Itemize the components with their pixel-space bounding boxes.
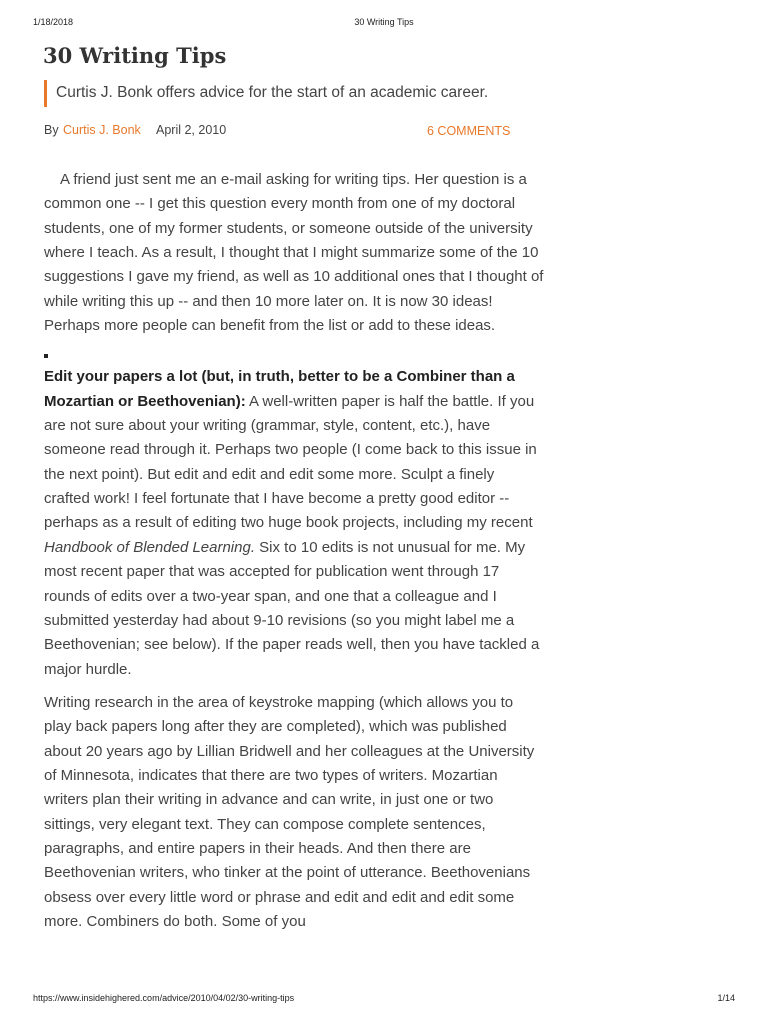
page-number: 1/14 [717,993,735,1003]
keystroke-paragraph: Writing research in the area of keystroke mapping (which allows you to play back papers long after they are completed), which was published about 20 years ago by Lillian Bridwell and her colleagues at the University of Minnesota, indicates that there are two types of writers. Mozartian writers plan their writing in advance and can write, in just one or two sittings, very elegant text. They can compose complete sentences, paragraphs, and entire papers in their heads. And then there are Beethovenian writers, who tinker at the point of utterance. Beethovenians obsess over every little word or phrase and edit and edit and edit some more. Combiners do both. Some of you [44,693,535,930]
print-date: 1/18/2018 [33,17,74,27]
print-footer [33,993,735,1007]
tip-1-text-a: A well-written paper is half the battle. If you are not sure about your writing (grammar, style, content, etc.), have someone read through it. Perhaps two people (I come back to this issue in the next point). But edit and edit and edit some more. Sculpt a finely crafted work! I feel fortunate that I have become a pretty good editor -- perhaps as a result of editing two huge book projects, including my recent [44,392,537,532]
tip-1-text-b: Six to 10 edits is not unusual for me. My most recent paper that was accepted for publication went through 17 rounds of edits over a two-year span, and one that a colleague and I submitted yesterday had about 9-10 revisions (so you might label me a Beethovenian; see below). If the paper reads well, then you have tackled a major hurdle. [44,538,540,678]
intro-paragraph: A friend just sent me an e-mail asking for writing tips. Her question is a common one -- I get this question every month from one of my doctoral students, one of my former students, or someone outside of the university where I teach. As a result, I thought that I might summarize some of the 10 suggestions I gave my friend, as well as 10 additional ones that I thought of while writing this up -- and then 10 more later on. It is now 30 ideas! Perhaps more people can benefit from the list or add to these ideas. [44,171,544,335]
tip-1-paragraph [44,365,544,681]
comments-link[interactable]: 6 COMMENTS [427,124,511,138]
publish-date: April 2, 2010 [156,123,227,137]
author-link[interactable]: Curtis J. Bonk [63,123,141,137]
article-subtitle: Curtis J. Bonk offers advice for the start of an academic career. [44,80,536,107]
print-header [33,17,735,31]
article-body [44,168,544,934]
byline [44,121,520,141]
article-title: 30 Writing Tips [43,43,227,68]
print-page-title: 30 Writing Tips [354,17,414,27]
book-title: Handbook of Blended Learning. [44,538,255,556]
page-url: https://www.insidehighered.com/advice/2010/04/02/30-writing-tips [33,993,295,1003]
tip-1-heading: Edit your papers a lot (but, in truth, better to be a Combiner than a Mozartian or Beethovenian): [44,368,515,410]
list-bullet-icon [44,354,48,358]
byline-by-label: By [44,123,59,137]
